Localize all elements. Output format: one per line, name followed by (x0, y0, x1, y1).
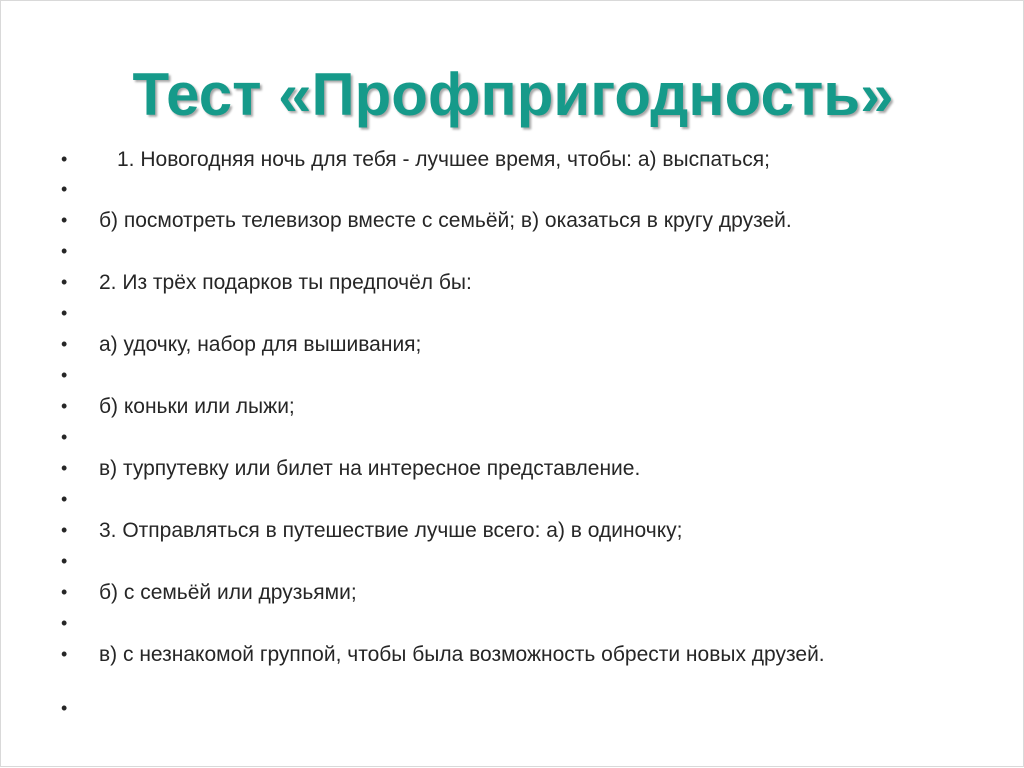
bullet-icon: • (61, 365, 68, 385)
bullet-icon: • (61, 396, 68, 416)
bullet-icon: • (61, 272, 68, 292)
bullet-icon: • (61, 582, 68, 602)
bullet-icon: • (61, 303, 68, 323)
list-item-text: 1. Новогодняя ночь для тебя - лучшее время, чтобы: а) выспаться; (117, 148, 770, 171)
bullet-icon: • (61, 613, 68, 633)
list-item-text: а) удочку, набор для вышивания; (99, 333, 422, 356)
bullet-icon: • (61, 644, 68, 664)
bullet-icon: • (61, 427, 68, 447)
bullet-icon: • (61, 458, 68, 478)
slide-title: Тест «Профпригодность» (132, 61, 894, 128)
bullet-icon: • (61, 210, 68, 230)
bullet-icon: • (61, 179, 68, 199)
list-item-text: 3. Отправляться в путешествие лучше всего: а) в одиночку; (99, 519, 683, 542)
bullet-icon: • (61, 334, 68, 354)
bullet-icon: • (61, 241, 68, 261)
list-item-text: б) коньки или лыжи; (99, 395, 295, 418)
bullet-icon: • (61, 520, 68, 540)
list-item-text: б) с семьёй или друзьями; (99, 581, 357, 604)
list-item-text: в) турпутевку или билет на интересное представление. (99, 457, 641, 480)
bullet-list (1, 1, 1024, 768)
list-item-text: б) посмотреть телевизор вместе с семьёй; в) оказаться в кругу друзей. (99, 209, 792, 232)
bullet-icon: • (61, 489, 68, 509)
list-item-text: 2. Из трёх подарков ты предпочёл бы: (99, 271, 472, 294)
bullet-icon: • (61, 551, 68, 571)
list-item-text: в) с незнакомой группой, чтобы была возможность обрести новых друзей. (99, 643, 825, 666)
bullet-icon: • (61, 698, 68, 718)
bullet-icon: • (61, 149, 68, 169)
